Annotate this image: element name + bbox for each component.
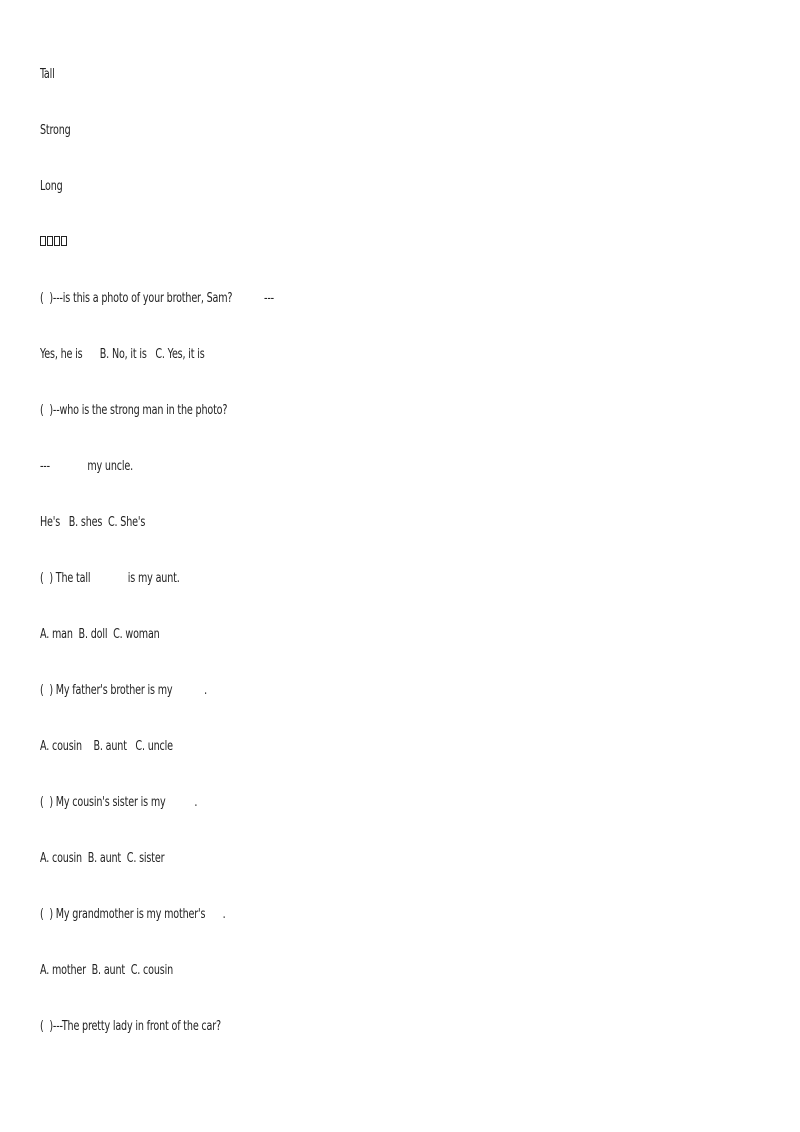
question-3-options: A. man B. doll C. woman <box>40 627 160 642</box>
question-4-options: A. cousin B. aunt C. uncle <box>40 739 173 754</box>
question-2-options: He's B. shes C. She's <box>40 515 146 530</box>
missing-glyph-heading <box>40 236 67 246</box>
text-long: Long <box>40 179 63 194</box>
question-1: ( )---is this a photo of your brother, Sam? --- <box>40 291 274 306</box>
question-1-options: Yes, he is B. No, it is C. Yes, it is <box>40 347 205 362</box>
question-2: ( )--who is the strong man in the photo? <box>40 403 228 418</box>
missing-glyph-box <box>47 236 53 246</box>
text-strong: Strong <box>40 123 71 138</box>
question-3: ( ) The tall is my aunt. <box>40 571 180 586</box>
question-5: ( ) My cousin's sister is my . <box>40 795 198 810</box>
question-7: ( )---The pretty lady in front of the car? <box>40 1019 221 1034</box>
missing-glyph-box <box>61 236 67 246</box>
question-5-options: A. cousin B. aunt C. sister <box>40 851 165 866</box>
missing-glyph-box <box>54 236 60 246</box>
question-4: ( ) My father's brother is my . <box>40 683 207 698</box>
missing-glyph-box <box>40 236 46 246</box>
question-6: ( ) My grandmother is my mother's . <box>40 907 226 922</box>
text-tall: Tall <box>40 67 55 82</box>
question-2-answer-line: --- my uncle. <box>40 459 133 474</box>
question-6-options: A. mother B. aunt C. cousin <box>40 963 173 978</box>
